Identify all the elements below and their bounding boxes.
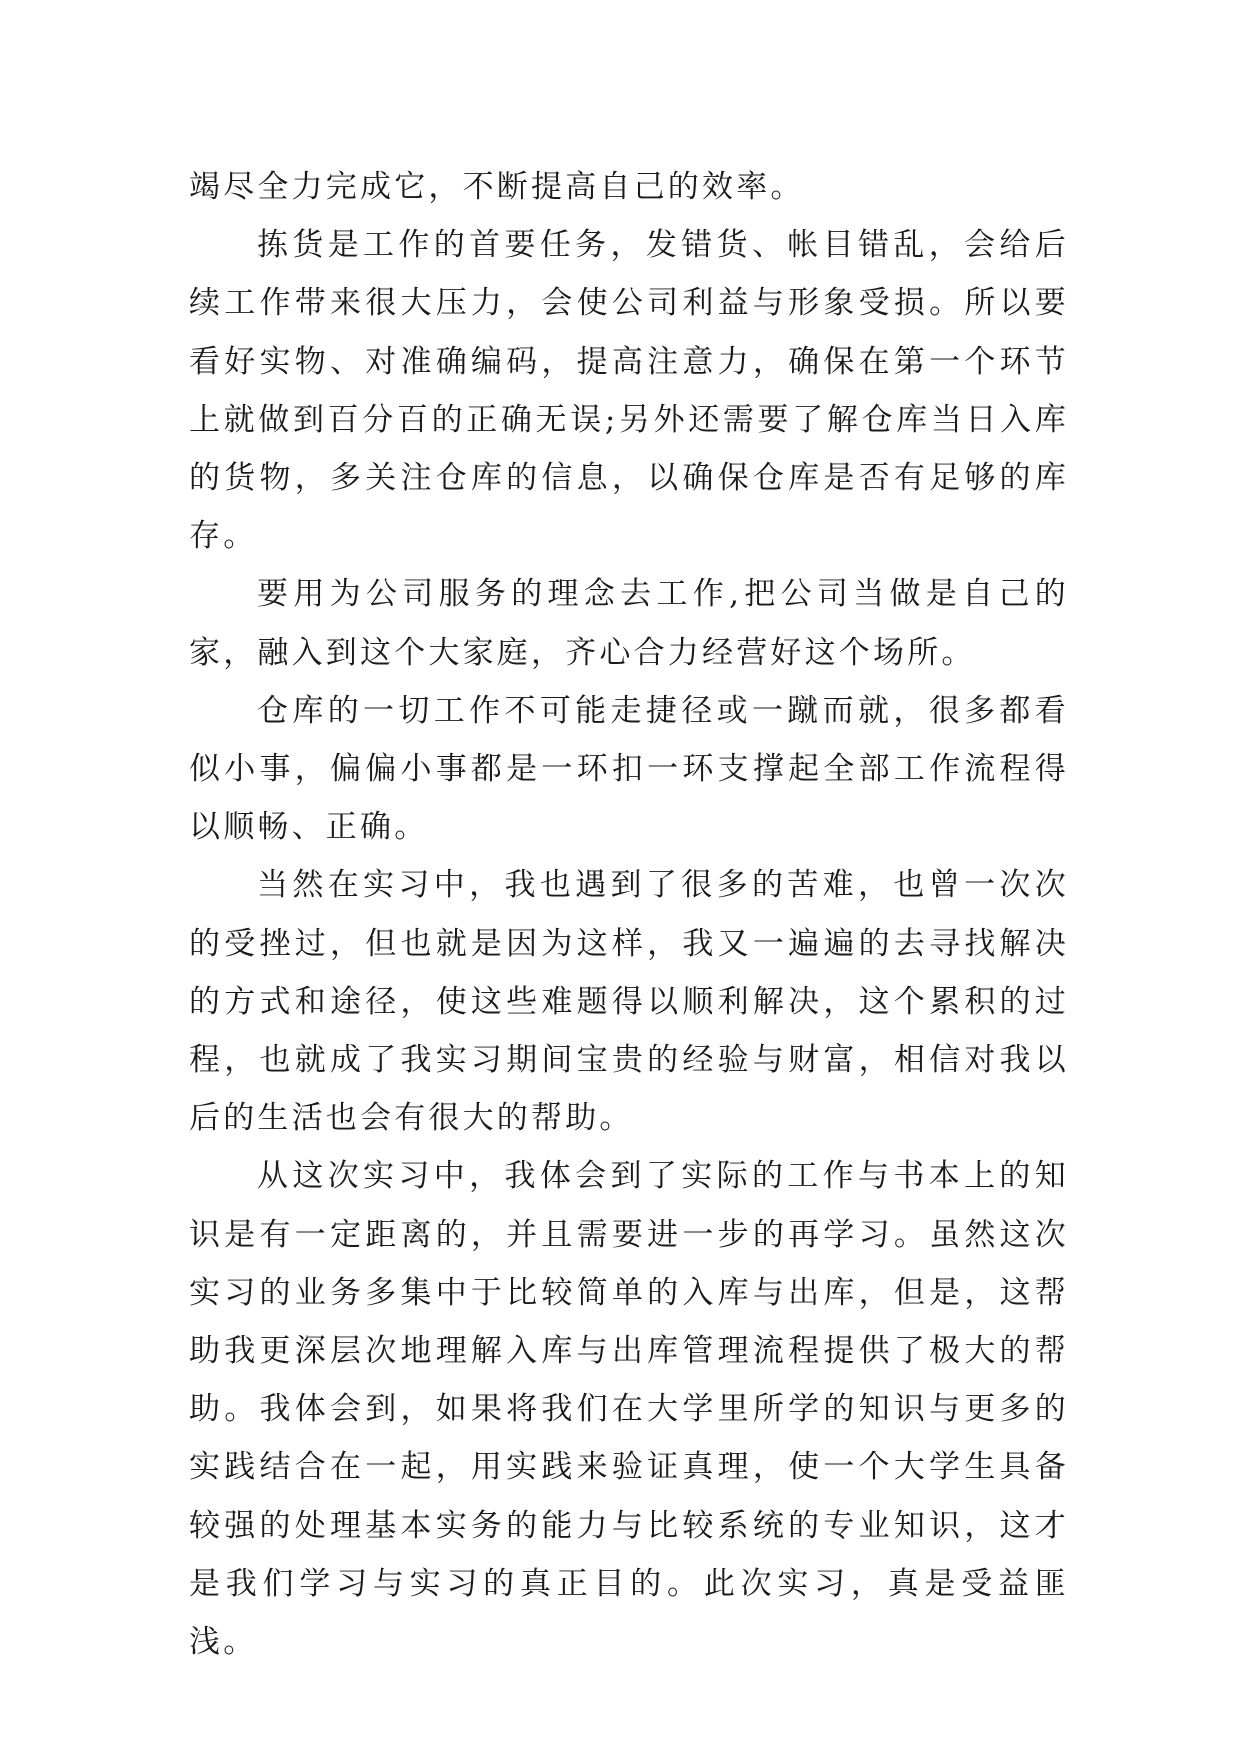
paragraph-continuation: 竭尽全力完成它，不断提高自己的效率。 [189,169,805,205]
document-body [189,158,1069,1671]
paragraph-picking-task: 拣货是工作的首要任务，发错货、帐目错乱，会给后续工作带来很大压力，会使公司利益与形象受损。所以要看好实物、对准确编码，提高注意力，确保在第一个环节上就做到百分百的正确无误;另外还需要了解仓库当日入库的货物，多关注仓库的信息，以确保仓库是否有足够的库存。 [189,227,1069,555]
paragraph-difficulties: 当然在实习中，我也遇到了很多的苦难，也曾一次次的受挫过，但也就是因为这样，我又一遍遍的去寻找解决的方式和途径，使这些难题得以顺利解决，这个累积的过程，也就成了我实习期间宝贵的经验与财富，相信对我以后的生活也会有很大的帮助。 [189,867,1069,1137]
paragraph-warehouse-work: 仓库的一切工作不可能走捷径或一蹴而就，很多都看似小事，偏偏小事都是一环扣一环支撑起全部工作流程得以顺畅、正确。 [189,692,1069,846]
paragraph-conclusion: 从这次实习中，我体会到了实际的工作与书本上的知识是有一定距离的，并且需要进一步的再学习。虽然这次实习的业务多集中于比较简单的入库与出库，但是，这帮助我更深层次地理解入库与出库管理流程提供了极大的帮助。我体会到，如果将我们在大学里所学的知识与更多的实践结合在一起，用实践来验证真理，使一个大学生具备较强的处理基本实务的能力与比较系统的专业知识，这才是我们学习与实习的真正目的。此次实习，真是受益匪浅。 [189,1158,1069,1661]
paragraph-service-concept: 要用为公司服务的理念去工作,把公司当做是自己的家，融入到这个大家庭，齐心合力经营好这个场所。 [189,576,1069,671]
